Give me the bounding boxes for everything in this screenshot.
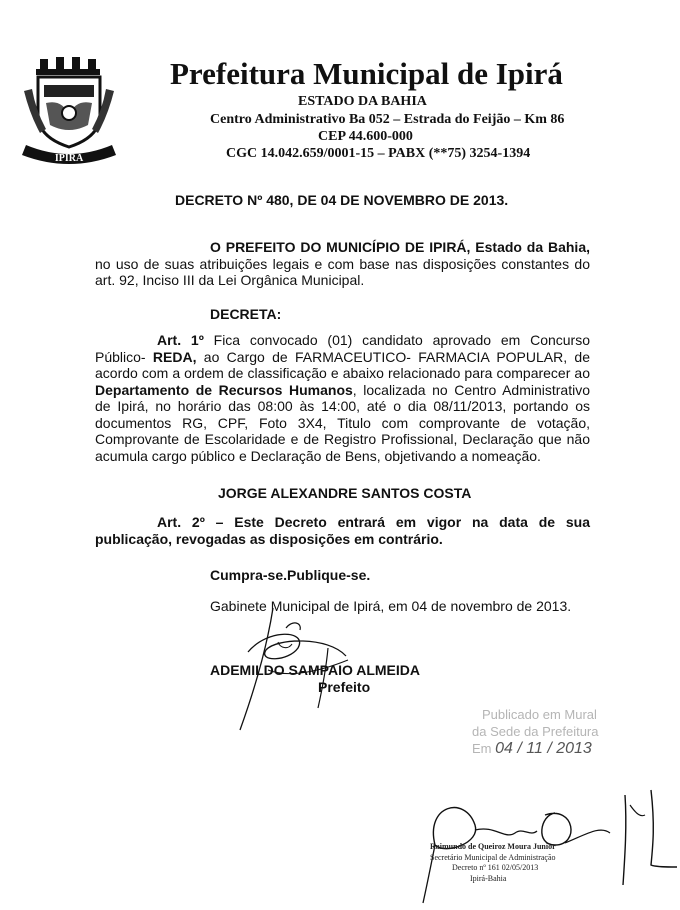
secretary-info — [430, 842, 556, 884]
stamp-line-1: Publicado em Mural — [482, 707, 597, 722]
publication-stamp — [472, 706, 652, 764]
secretary-name: Raimundo de Queiroz Moura Junior — [430, 842, 556, 851]
article-2 — [95, 514, 590, 547]
stamp-line-3-prefix: Em — [472, 741, 492, 756]
stamp-handwritten-date: 04 / 11 / 2013 — [495, 740, 592, 757]
gabinete-line: Gabinete Municipal de Ipirá, em 04 de novembro de 2013. — [210, 598, 572, 614]
intro-paragraph — [95, 239, 590, 289]
art1-part3: , localizada no Centro Administrativo de Ipirá, no horário das 08:00 às 14:00, até o dia 08/11/2013, portando os documentos RG, CPF, Foto 3X4, Titulo com comprovante de votação, Comprovante de Escolaridade e de Registro Profissional, Declaração que não acumula cargo público e Declaração de Bens, objetivando a nomeação. — [95, 381, 590, 464]
secretary-decree: Decreto nº 161 02/05/2013 — [452, 863, 539, 872]
intro-bold: O PREFEITO DO MUNICÍPIO DE IPIRÁ, Estado da Bahia, — [210, 239, 590, 255]
art1-part1: Fica convocado (01) candidato aprovado em Concurso Público- — [95, 332, 591, 365]
cgc-line: CGC 14.042.659/0001-15 – PABX (**75) 3254-1394 — [226, 146, 531, 161]
stamp-line-2: da Sede da Prefeitura — [472, 724, 599, 739]
art1-reda: REDA, — [152, 348, 197, 365]
crest-ribbon-text: IPIRÁ — [54, 153, 84, 164]
address-line: Centro Administrativo Ba 052 – Estrada do Feijão – Km 86 — [210, 112, 565, 127]
cumpra-line: Cumpra-se.Publique-se. — [210, 567, 371, 583]
art1-label: Art. 1º — [157, 332, 204, 348]
cep-line: CEP 44.600-000 — [318, 129, 413, 144]
nominee-name: JORGE ALEXANDRE SANTOS COSTA — [218, 485, 472, 501]
decreta-heading: DECRETA: — [210, 306, 282, 322]
state-line: ESTADO DA BAHIA — [298, 94, 427, 109]
art1-dept: Departamento de Recursos Humanos — [95, 381, 353, 398]
city-title: Prefeitura Municipal de Ipirá — [170, 56, 563, 91]
art2-text: Art. 2º – Este Decreto entrará em vigor na data de sua publicação, revogadas as disposições em contrário. — [95, 514, 590, 547]
mayor-name: ADEMILDO SAMPAIO ALMEIDA — [210, 662, 420, 678]
secretary-title: Secretário Municipal de Administração — [430, 852, 556, 862]
intro-rest: no uso de suas atribuições legais e com base nas disposições constantes do art. 92, Inciso III da Lei Orgânica Municipal. — [95, 255, 590, 288]
secretary-place: Ipirá-Bahia — [470, 873, 507, 883]
decree-title: DECRETO Nº 480, DE 04 DE NOVEMBRO DE 2013. — [175, 192, 509, 208]
municipal-crest — [22, 55, 122, 170]
mayor-role: Prefeito — [318, 679, 371, 695]
article-1 — [95, 332, 590, 464]
art1-part2: ao Cargo de FARMACEUTICO- FARMACIA POPULAR, de acordo com a ordem de classificação e abaixo relacionado para comparecer ao — [95, 348, 591, 381]
